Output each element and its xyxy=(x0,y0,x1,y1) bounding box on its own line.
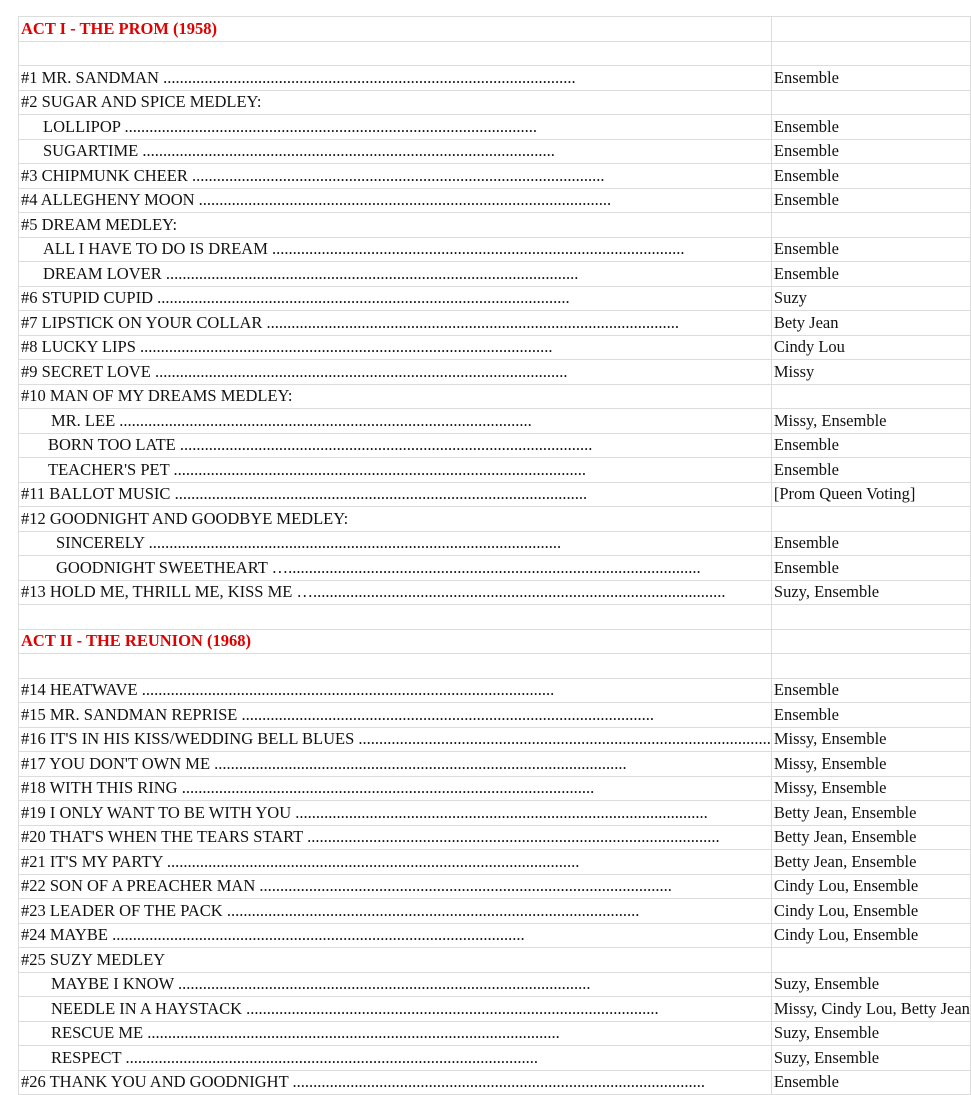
cast-cell[interactable]: Ensemble xyxy=(771,433,970,458)
song-row xyxy=(19,164,971,189)
song-title: #8 LUCKY LIPS xyxy=(21,337,136,356)
cast-cell[interactable]: Cindy Lou, Ensemble xyxy=(771,874,970,899)
act-heading-row xyxy=(19,629,971,654)
song-row xyxy=(19,262,971,287)
song-title-cell[interactable] xyxy=(19,458,772,483)
song-title-cell[interactable] xyxy=(19,825,772,850)
empty-cell[interactable] xyxy=(771,90,970,115)
song-title-cell[interactable] xyxy=(19,531,772,556)
song-title-cell[interactable] xyxy=(19,262,772,287)
song-title-cell[interactable] xyxy=(19,311,772,336)
song-title-cell[interactable] xyxy=(19,1021,772,1046)
song-title-cell[interactable] xyxy=(19,923,772,948)
song-title-cell[interactable] xyxy=(19,286,772,311)
song-row xyxy=(19,188,971,213)
act1-title[interactable]: ACT I - THE PROM (1958) xyxy=(19,17,772,42)
empty-cell[interactable] xyxy=(771,41,970,66)
song-title: RESPECT xyxy=(51,1047,122,1067)
cast-cell[interactable]: Suzy, Ensemble xyxy=(771,972,970,997)
empty-cell[interactable] xyxy=(771,384,970,409)
song-title: #26 THANK YOU AND GOODNIGHT xyxy=(21,1072,289,1091)
leader-dots: .................................................................................................... xyxy=(307,827,720,846)
song-title: LOLLIPOP xyxy=(43,116,121,136)
song-title: #16 IT'S IN HIS KISS/WEDDING BELL BLUES xyxy=(21,729,355,748)
song-title: DREAM LOVER xyxy=(43,263,162,283)
cast-cell[interactable]: Betty Jean, Ensemble xyxy=(771,801,970,826)
song-title: NEEDLE IN A HAYSTACK xyxy=(51,998,243,1018)
cast-cell[interactable]: Missy, Ensemble xyxy=(771,752,970,777)
song-row xyxy=(19,433,971,458)
leader-dots: .................................................................................................... xyxy=(166,851,580,871)
blank-row xyxy=(19,654,971,679)
song-title-cell[interactable] xyxy=(19,139,772,164)
song-title: RESCUE ME xyxy=(51,1023,144,1042)
song-row xyxy=(19,580,971,605)
cast-cell[interactable]: Ensemble xyxy=(771,678,970,703)
leader-dots: .................................................................................................... xyxy=(191,165,605,185)
leader-dots: .................................................................................................... xyxy=(155,361,568,381)
song-row xyxy=(19,286,971,311)
song-row xyxy=(19,66,971,91)
song-title: #19 I ONLY WANT TO BE WITH YOU xyxy=(21,802,292,822)
cast-cell[interactable]: Ensemble xyxy=(771,556,970,581)
song-title-cell[interactable] xyxy=(19,409,772,434)
song-title-cell[interactable] xyxy=(19,164,772,189)
cast-cell[interactable]: Betty Jean, Ensemble xyxy=(771,850,970,875)
song-title: #9 SECRET LOVE xyxy=(21,361,151,381)
song-title-cell[interactable] xyxy=(19,115,772,140)
song-row xyxy=(19,1046,971,1071)
song-title: MR. LEE xyxy=(51,410,116,430)
song-row xyxy=(19,115,971,140)
song-title: #14 HEATWAVE xyxy=(21,680,138,699)
leader-dots: .................................................................................................... xyxy=(181,778,595,797)
song-title-cell[interactable]: #2 SUGAR AND SPICE MEDLEY: xyxy=(19,90,772,115)
leader-dots: .................................................................................................... xyxy=(148,533,562,552)
song-title-cell[interactable] xyxy=(19,188,772,213)
empty-cell[interactable] xyxy=(771,629,970,654)
song-row xyxy=(19,752,971,777)
leader-dots: .................................................................................................... xyxy=(179,435,593,454)
cast-cell[interactable]: Ensemble xyxy=(771,237,970,262)
song-title-cell[interactable] xyxy=(19,66,772,91)
song-title-cell[interactable] xyxy=(19,703,772,728)
empty-cell[interactable] xyxy=(771,213,970,238)
cast-cell[interactable]: Missy, Cindy Lou, Betty Jean xyxy=(771,997,970,1022)
blank-row xyxy=(19,605,971,630)
song-title-cell[interactable]: #5 DREAM MEDLEY: xyxy=(19,213,772,238)
song-row xyxy=(19,874,971,899)
song-title-cell[interactable] xyxy=(19,237,772,262)
cast-cell[interactable]: [Prom Queen Voting] xyxy=(771,482,970,507)
song-title: #21 IT'S MY PARTY xyxy=(21,851,163,871)
cast-cell[interactable]: Suzy xyxy=(771,286,970,311)
song-title: #24 MAYBE xyxy=(21,925,108,944)
leader-dots: .................................................................................................... xyxy=(165,263,579,283)
song-title-cell[interactable] xyxy=(19,580,772,605)
song-row xyxy=(19,899,971,924)
song-row xyxy=(19,531,971,556)
song-title-cell[interactable]: #10 MAN OF MY DREAMS MEDLEY: xyxy=(19,384,772,409)
medley-row xyxy=(19,90,971,115)
song-title-cell[interactable] xyxy=(19,482,772,507)
cast-cell[interactable]: Ensemble xyxy=(771,164,970,189)
leader-dots: .................................................................................................... xyxy=(312,582,726,601)
song-title-cell[interactable] xyxy=(19,776,772,801)
cast-cell[interactable]: Bety Jean xyxy=(771,311,970,336)
cast-cell[interactable]: Betty Jean, Ensemble xyxy=(771,825,970,850)
song-title-cell[interactable] xyxy=(19,752,772,777)
leader-dots: .................................................................................................... xyxy=(358,729,771,748)
cast-cell[interactable]: Suzy, Ensemble xyxy=(771,580,970,605)
leader-dots: .................................................................................................... xyxy=(125,1047,538,1067)
song-title-cell[interactable] xyxy=(19,433,772,458)
song-title: SINCERELY xyxy=(56,533,145,552)
blank-row xyxy=(19,41,971,66)
song-title-cell[interactable] xyxy=(19,972,772,997)
cast-cell[interactable]: Ensemble xyxy=(771,531,970,556)
song-row xyxy=(19,972,971,997)
leader-dots: .................................................................................................... xyxy=(119,410,532,430)
song-title: #4 ALLEGHENY MOON xyxy=(21,190,195,209)
cast-cell[interactable]: Suzy, Ensemble xyxy=(771,1046,970,1071)
song-row xyxy=(19,311,971,336)
song-title-cell[interactable] xyxy=(19,556,772,581)
song-row xyxy=(19,458,971,483)
leader-dots: .................................................................................................... xyxy=(288,557,701,577)
song-row xyxy=(19,409,971,434)
cast-cell[interactable]: Missy xyxy=(771,360,970,385)
cast-cell[interactable]: Suzy, Ensemble xyxy=(771,1021,970,1046)
leader-dots: .................................................................................................... xyxy=(214,753,627,773)
song-row xyxy=(19,825,971,850)
leader-dots: .................................................................................................... xyxy=(174,484,588,503)
leader-dots: .................................................................................................... xyxy=(241,704,654,724)
leader-dots: .................................................................................................... xyxy=(147,1023,560,1042)
song-title-cell[interactable]: #12 GOODNIGHT AND GOODBYE MEDLEY: xyxy=(19,507,772,532)
empty-cell[interactable] xyxy=(771,17,970,42)
song-title: #23 LEADER OF THE PACK xyxy=(21,900,223,920)
song-title-cell[interactable]: #25 SUZY MEDLEY xyxy=(19,948,772,973)
song-title: #1 MR. SANDMAN xyxy=(21,67,159,87)
cast-cell[interactable]: Cindy Lou, Ensemble xyxy=(771,923,970,948)
cast-cell[interactable]: Ensemble xyxy=(771,703,970,728)
leader-dots: .................................................................................................... xyxy=(198,190,612,209)
leader-dots: .................................................................................................... xyxy=(177,974,591,993)
leader-dots: .................................................................................................... xyxy=(295,802,708,822)
song-row xyxy=(19,727,971,752)
song-title: #20 THAT'S WHEN THE TEARS START xyxy=(21,827,303,846)
cast-cell[interactable]: Cindy Lou, Ensemble xyxy=(771,899,970,924)
song-title: BORN TOO LATE xyxy=(48,435,176,454)
medley-row xyxy=(19,507,971,532)
song-title: #15 MR. SANDMAN REPRISE xyxy=(21,704,238,724)
cast-cell[interactable]: Missy, Ensemble xyxy=(771,409,970,434)
song-title: #3 CHIPMUNK CHEER xyxy=(21,165,188,185)
song-row xyxy=(19,776,971,801)
song-row xyxy=(19,237,971,262)
song-list-sheet xyxy=(18,16,971,1095)
cast-cell[interactable]: Ensemble xyxy=(771,188,970,213)
song-row xyxy=(19,801,971,826)
empty-cell[interactable] xyxy=(771,948,970,973)
song-row xyxy=(19,482,971,507)
leader-dots: .................................................................................................... xyxy=(124,116,537,136)
leader-dots: .................................................................................................... xyxy=(266,312,680,332)
leader-dots: .................................................................................................... xyxy=(226,900,640,920)
empty-cell[interactable] xyxy=(771,654,970,679)
song-title: #22 SON OF A PREACHER MAN xyxy=(21,876,256,895)
leader-dots: .................................................................................................... xyxy=(272,239,685,258)
medley-row xyxy=(19,384,971,409)
cast-cell[interactable]: Ensemble xyxy=(771,115,970,140)
leader-dots: .................................................................................................... xyxy=(142,141,555,160)
leader-dots: .................................................................................................... xyxy=(157,288,570,307)
cast-cell[interactable]: Missy, Ensemble xyxy=(771,776,970,801)
song-title: #7 LIPSTICK ON YOUR COLLAR xyxy=(21,312,263,332)
song-title-cell[interactable] xyxy=(19,360,772,385)
song-row xyxy=(19,923,971,948)
cast-cell[interactable]: Missy, Ensemble xyxy=(771,727,970,752)
medley-row xyxy=(19,213,971,238)
song-title: #6 STUPID CUPID xyxy=(21,288,154,307)
song-title: MAYBE I KNOW xyxy=(51,974,174,993)
empty-cell[interactable] xyxy=(19,605,772,630)
cast-cell[interactable]: Ensemble xyxy=(771,458,970,483)
song-title-cell[interactable] xyxy=(19,874,772,899)
song-title: ALL I HAVE TO DO IS DREAM xyxy=(43,239,268,258)
leader-dots: .................................................................................................... xyxy=(259,876,672,895)
song-title-cell[interactable] xyxy=(19,1046,772,1071)
song-title: TEACHER'S PET xyxy=(48,459,170,479)
song-row xyxy=(19,335,971,360)
cast-cell[interactable]: Ensemble xyxy=(771,139,970,164)
cast-cell[interactable]: Ensemble xyxy=(771,262,970,287)
song-title: GOODNIGHT SWEETHEART … xyxy=(56,557,289,577)
song-row xyxy=(19,997,971,1022)
song-row xyxy=(19,678,971,703)
song-title-cell[interactable] xyxy=(19,678,772,703)
song-row xyxy=(19,360,971,385)
medley-row xyxy=(19,948,971,973)
song-title: #18 WITH THIS RING xyxy=(21,778,178,797)
song-title: SUGARTIME xyxy=(43,141,139,160)
leader-dots: .................................................................................................... xyxy=(112,925,525,944)
cast-cell[interactable]: Ensemble xyxy=(771,66,970,91)
song-title-cell[interactable] xyxy=(19,1070,772,1095)
song-title: #17 YOU DON'T OWN ME xyxy=(21,753,211,773)
leader-dots: .................................................................................................... xyxy=(141,680,555,699)
empty-cell[interactable] xyxy=(19,654,772,679)
empty-cell[interactable] xyxy=(771,605,970,630)
leader-dots: .................................................................................................... xyxy=(246,998,659,1018)
song-title-cell[interactable] xyxy=(19,899,772,924)
song-row xyxy=(19,850,971,875)
act-heading-row xyxy=(19,17,971,42)
song-row xyxy=(19,556,971,581)
cast-cell[interactable]: Cindy Lou xyxy=(771,335,970,360)
leader-dots: .................................................................................................... xyxy=(140,337,553,356)
song-title: #13 HOLD ME, THRILL ME, KISS ME … xyxy=(21,582,313,601)
song-title-cell[interactable] xyxy=(19,335,772,360)
leader-dots: .................................................................................................... xyxy=(163,67,576,87)
song-title: #11 BALLOT MUSIC xyxy=(21,484,171,503)
song-row xyxy=(19,139,971,164)
song-title-cell[interactable] xyxy=(19,801,772,826)
song-row xyxy=(19,1070,971,1095)
cast-cell[interactable]: Ensemble xyxy=(771,1070,970,1095)
song-row xyxy=(19,1021,971,1046)
song-row xyxy=(19,703,971,728)
leader-dots: .................................................................................................... xyxy=(292,1072,705,1091)
empty-cell[interactable] xyxy=(19,41,772,66)
song-title-cell[interactable] xyxy=(19,997,772,1022)
act2-title[interactable]: ACT II - THE REUNION (1968) xyxy=(19,629,772,654)
song-title-cell[interactable] xyxy=(19,727,772,752)
empty-cell[interactable] xyxy=(771,507,970,532)
song-title-cell[interactable] xyxy=(19,850,772,875)
leader-dots: .................................................................................................... xyxy=(173,459,587,479)
